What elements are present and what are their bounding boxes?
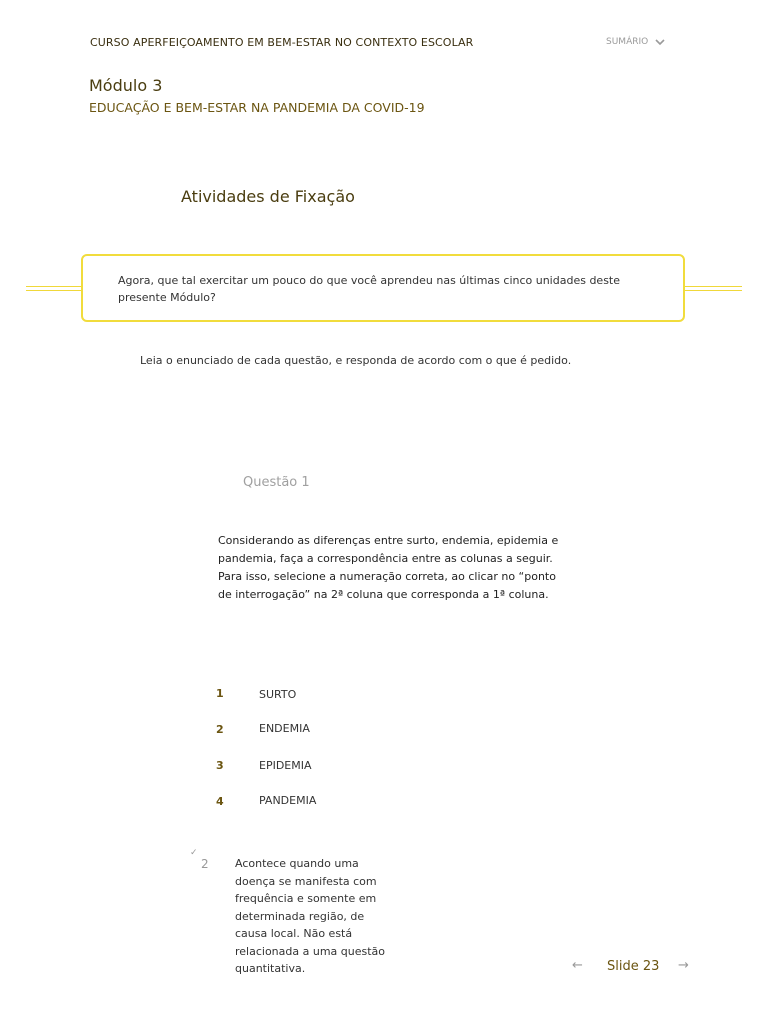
option-number-2: 2 <box>216 723 224 736</box>
question-text: Considerando as diferenças entre surto, endemia, epidemia e pandemia, faça a correspondência entre as colunas a seguir. Para isso, selecione a numeração correta, ao clicar no “ponto de interrogação” na 2ª coluna que corresponda a 1ª coluna. <box>218 534 559 601</box>
activity-title: Atividades de Fixação <box>181 187 355 206</box>
module-subtitle: EDUCAÇÃO E BEM-ESTAR NA PANDEMIA DA COVID-19 <box>89 100 425 115</box>
instruction-text: Leia o enunciado de cada questão, e responda de acordo com o que é pedido. <box>140 354 572 367</box>
chevron-down-icon <box>654 36 666 48</box>
check-icon: ✓ <box>190 848 198 858</box>
callout-text: Agora, que tal exercitar um pouco do que você aprendeu nas últimas cinco unidades deste presente Módulo? <box>118 274 621 304</box>
callout-box <box>81 254 685 322</box>
option-label-1: SURTO <box>259 688 297 701</box>
answer-number-selector[interactable]: 2 <box>201 857 209 871</box>
module-title: Módulo 3 <box>89 76 163 95</box>
option-label-4: PANDEMIA <box>259 794 317 807</box>
prev-slide-arrow-icon[interactable]: ← <box>572 958 583 973</box>
callout-line-right-bottom <box>685 290 742 291</box>
option-number-3: 3 <box>216 759 224 772</box>
summary-menu-button[interactable] <box>606 36 666 48</box>
course-title: CURSO APERFEIÇOAMENTO EM BEM-ESTAR NO CONTEXTO ESCOLAR <box>90 36 474 49</box>
option-label-3: EPIDEMIA <box>259 759 312 772</box>
summary-label: SUMÁRIO <box>606 37 649 47</box>
option-number-4: 4 <box>216 795 224 808</box>
question-label: Questão 1 <box>243 475 310 490</box>
callout-line-left-top <box>26 286 83 287</box>
option-label-2: ENDEMIA <box>259 722 310 735</box>
next-slide-arrow-icon[interactable]: → <box>678 958 689 973</box>
option-number-1: 1 <box>216 687 224 700</box>
slide-counter: Slide 23 <box>607 959 660 974</box>
callout-line-left-bottom <box>26 290 83 291</box>
callout-line-right-top <box>685 286 742 287</box>
answer-text: Acontece quando uma doença se manifesta com frequência e somente em determinada região, de causa local. Não está relacionada a uma questão quantitativa. <box>235 857 386 975</box>
